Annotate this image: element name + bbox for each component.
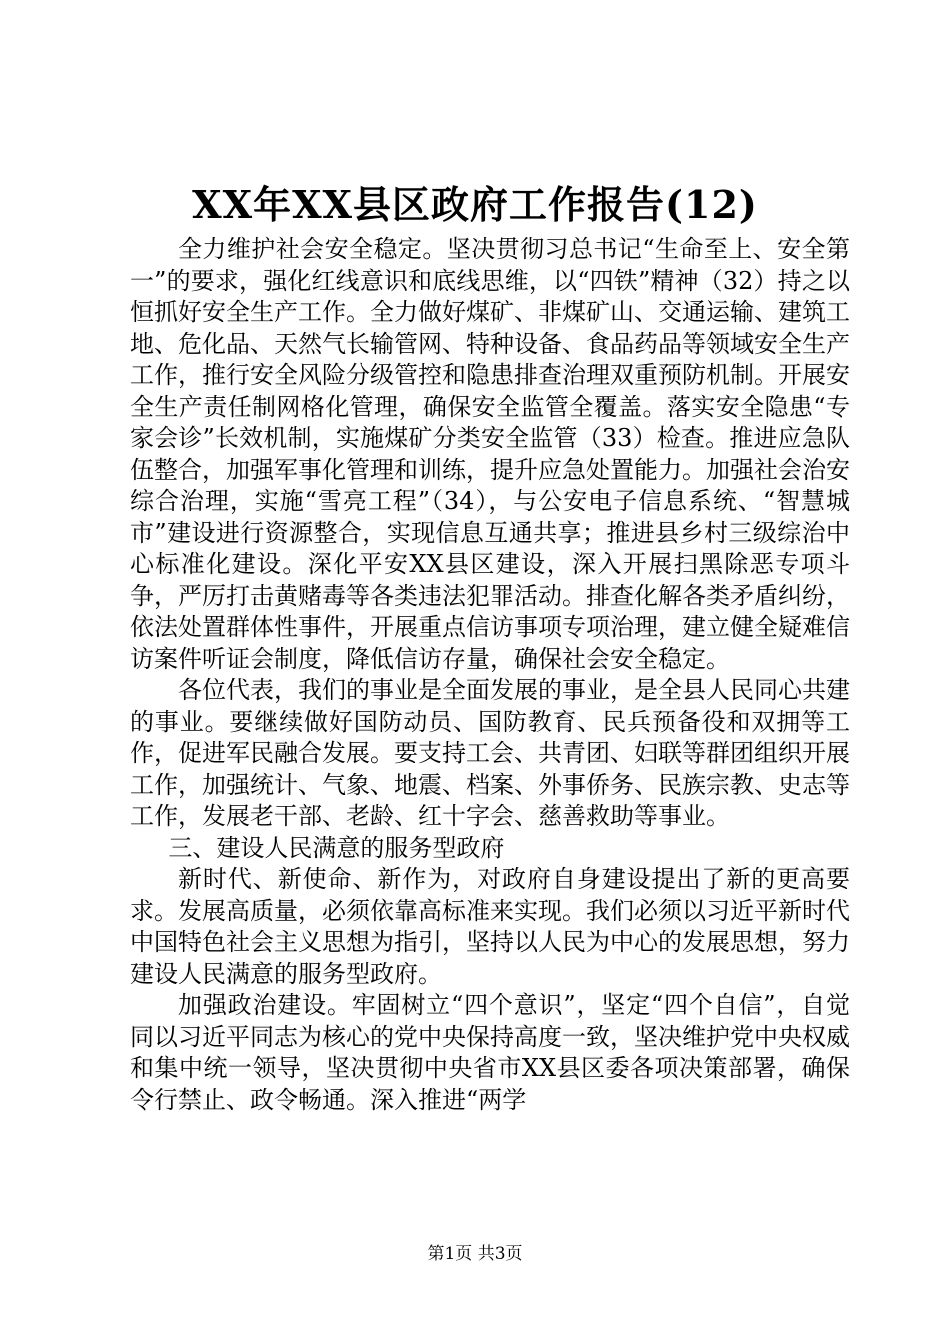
paragraph-new-era: 新时代、新使命、新作为，对政府自身建设提出了新的更高要求。发展高质量，必须依靠高标准来实现。我们必须以习近平新时代中国特色社会主义思想为指引，坚持以人民为中心的发展思想，努力建设人民满意的服务型政府。 xyxy=(130,865,850,988)
paragraph-safety-stability: 全力维护社会安全稳定。坚决贯彻习总书记“生命至上、安全第一”的要求，强化红线意识和底线思维，以“四铁”精神（32）持之以恒抓好安全生产工作。全力做好煤矿、非煤矿山、交通运输、建筑工地、危化品、天然气长输管网、特种设备、食品药品等领域安全生产工作，推行安全风险分级管控和隐患排查治理双重预防机制。开展安全生产责任制网格化管理，确保安全监管全覆盖。落实安全隐患“专家会诊”长效机制，实施煤矿分类安全监管（33）检查。推进应急队伍整合，加强军事化管理和训练，提升应急处置能力。加强社会治安综合治理，实施“雪亮工程”（34），与公安电子信息系统、“智慧城市”建设进行资源整合，实现信息互通共享；推进县乡村三级综治中心标准化建设。深化平安XX县区建设，深入开展扫黑除恶专项斗争，严厉打击黄赌毒等各类违法犯罪活动。排查化解各类矛盾纠纷，依法处置群体性事件，开展重点信访事项专项治理，建立健全疑难信访案件听证会制度，降低信访存量，确保社会安全稳定。 xyxy=(130,235,850,673)
section-heading: 三、建设人民满意的服务型政府 xyxy=(168,833,505,862)
page-number: 第1页 共3页 xyxy=(427,1244,523,1264)
paragraph-representatives: 各位代表，我们的事业是全面发展的事业，是全县人民同心共建的事业。要继续做好国防动员、国防教育、民兵预备役和双拥等工作，促进军民融合发展。要支持工会、共青团、妇联等群团组织开展工作，加强统计、气象、地震、档案、外事侨务、民族宗教、史志等工作，发展老干部、老龄、红十字会、慈善救助等事业。 xyxy=(130,676,850,830)
document-title: XX年XX县区政府工作报告(12) xyxy=(192,182,758,227)
document-body xyxy=(130,234,850,1116)
paragraph-political-construction: 加强政治建设。牢固树立“四个意识”，坚定“四个自信”，自觉同以习近平同志为核心的党中央保持高度一致，坚决维护党中央权威和集中统一领导，坚决贯彻中央省市XX县区委各项决策部署，确保令行禁止、政令畅通。深入推进“两学 xyxy=(130,991,850,1114)
